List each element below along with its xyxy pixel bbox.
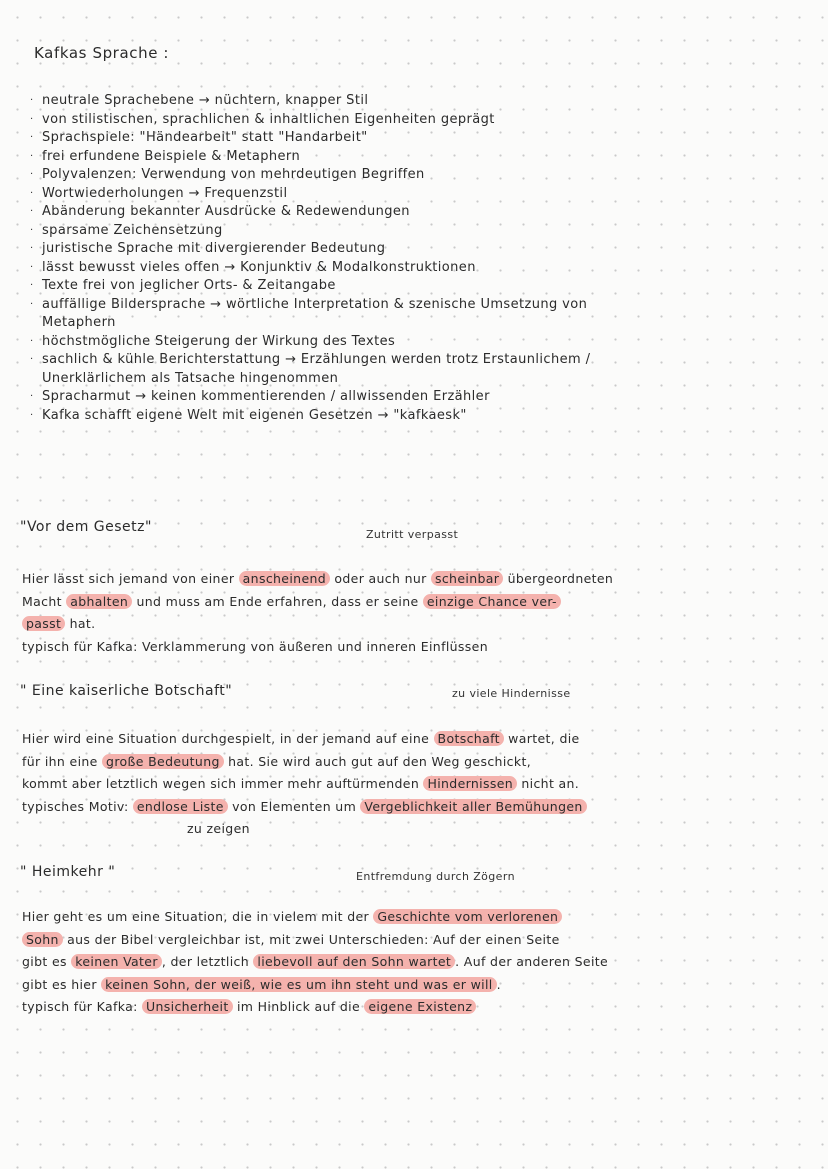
- highlighted-text: endlose Liste: [133, 799, 228, 814]
- bullet-dot-icon: ·: [30, 354, 34, 365]
- text-segment: wartet, die: [503, 731, 580, 746]
- bullet-dot-icon: [30, 370, 42, 389]
- bullet-text: Metaphern: [42, 315, 116, 330]
- paragraph-line: [22, 613, 812, 636]
- text-segment: .: [496, 976, 501, 992]
- text-segment: nicht an.: [517, 776, 580, 791]
- highlighted-text: keinen Vater: [71, 954, 162, 969]
- bullet-item: [30, 407, 810, 426]
- text-segment: Hier lässt sich jemand von einer: [22, 571, 239, 586]
- highlighted-text: keinen Sohn, der weiß, wie es um ihn steht und was er will: [101, 977, 496, 992]
- text-segment: Macht: [22, 593, 67, 609]
- bullet-text: Wortwiederholungen → Frequenzstil: [42, 185, 288, 201]
- bullet-item: [30, 240, 810, 259]
- paragraph-line: [22, 996, 812, 1019]
- bullet-item: [30, 111, 810, 130]
- bullet-dot-icon: ·: [30, 409, 34, 421]
- bullet-dot-icon: ·: [30, 243, 34, 254]
- text-segment: Hier wird eine Situation durchgespielt, in der jemand auf eine: [22, 731, 434, 746]
- text-segment: von Elementen um: [227, 798, 361, 814]
- bullet-text: juristische Sprache mit divergierender Bedeutung: [42, 241, 386, 256]
- paragraph-line: [22, 568, 812, 591]
- highlighted-text: abhalten: [66, 594, 132, 609]
- bullet-text: frei erfundene Beispiele & Metaphern: [42, 148, 301, 164]
- text-segment: . Auf der anderen Seite: [455, 954, 609, 969]
- highlighted-text: Sohn: [22, 932, 63, 947]
- bullet-text: Texte frei von jeglicher Orts- & Zeitangabe: [42, 278, 336, 293]
- section-heading-heimkehr: " Heimkehr ": [20, 864, 116, 880]
- paragraph-line: [22, 818, 812, 841]
- paragraph-line: [22, 974, 812, 997]
- highlighted-text: große Bedeutung: [102, 754, 224, 769]
- highlighted-text: einzige Chance ver-: [423, 594, 561, 609]
- text-segment: gibt es: [22, 954, 72, 969]
- bullet-dot-icon: ·: [30, 132, 34, 143]
- bullet-dot-icon: ·: [30, 261, 34, 273]
- bullet-item: [30, 333, 810, 352]
- text-segment: für ihn eine: [22, 753, 103, 769]
- bullet-item: [30, 351, 810, 370]
- bullet-item: [30, 388, 810, 407]
- paragraph-heimkehr: [22, 906, 812, 1019]
- highlighted-text: liebevoll auf den Sohn wartet: [253, 954, 455, 969]
- text-segment: kommt aber letztlich wegen sich immer mehr auftürmenden: [22, 776, 424, 791]
- text-segment: Hier geht es um eine Situation, die in vielem mit der: [22, 909, 374, 924]
- paragraph-kaiserliche-botschaft: [22, 728, 812, 841]
- bullet-text: Abänderung bekannter Ausdrücke & Redewendungen: [42, 204, 410, 219]
- highlighted-text: Vergeblichkeit aller Bemühungen: [360, 799, 586, 814]
- paragraph-line: [22, 728, 812, 751]
- bullet-item: [30, 314, 810, 333]
- paragraph-line: [22, 796, 812, 819]
- paragraph-line: [22, 906, 812, 929]
- highlighted-text: Geschichte vom verlorenen: [373, 909, 562, 924]
- paragraph-line: [22, 951, 812, 974]
- bullet-item: [30, 296, 810, 315]
- bullet-item: [30, 166, 810, 185]
- bullet-text: Unerklärlichem als Tatsache hingenommen: [42, 370, 339, 386]
- text-segment: übergeordneten: [503, 571, 614, 586]
- text-segment: gibt es hier: [22, 976, 102, 992]
- section-note-heimkehr: Entfremdung durch Zögern: [356, 870, 515, 883]
- highlighted-text: anscheinend: [239, 571, 330, 586]
- bullet-item: [30, 148, 810, 167]
- bullet-dot-icon: ·: [30, 391, 34, 402]
- bullet-item: [30, 222, 810, 241]
- bullet-item: [30, 185, 810, 204]
- bullet-text: sparsame Zeichensetzung: [42, 222, 223, 238]
- highlighted-text: Hindernissen: [423, 776, 517, 791]
- text-segment: typisch für Kafka:: [22, 999, 142, 1014]
- bullet-dot-icon: ·: [30, 280, 34, 291]
- bullet-dot-icon: [30, 314, 42, 333]
- bullet-dot-icon: ·: [30, 187, 34, 199]
- bullet-text: höchstmögliche Steigerung der Wirkung des Textes: [42, 333, 396, 349]
- bullet-text: Kafka schafft eigene Welt mit eigenen Gesetzen → "kafkaesk": [42, 407, 467, 423]
- bullet-dot-icon: ·: [30, 150, 34, 162]
- highlighted-text: Unsicherheit: [142, 999, 233, 1014]
- highlighted-text: scheinbar: [431, 571, 503, 586]
- bullet-text: lässt bewusst vieles offen → Konjunktiv & Modalkonstruktionen: [42, 259, 476, 275]
- bullet-item: [30, 129, 810, 148]
- highlighted-text: passt: [22, 616, 65, 631]
- bullet-list: [30, 92, 810, 425]
- section-note-vor-dem-gesetz: Zutritt verpasst: [366, 528, 459, 541]
- bullet-item: [30, 277, 810, 296]
- bullet-dot-icon: ·: [30, 224, 34, 236]
- paragraph-line: [22, 929, 812, 952]
- highlighted-text: Botschaft: [434, 731, 504, 746]
- text-segment: typisches Motiv:: [22, 798, 133, 814]
- bullet-item: [30, 370, 810, 389]
- highlighted-text: eigene Existenz: [364, 999, 476, 1014]
- bullet-text: auffällige Bildersprache → wörtliche Interpretation & szenische Umsetzung von: [42, 296, 588, 312]
- paragraph-line: [22, 751, 812, 774]
- bullet-text: Polyvalenzen: Verwendung von mehrdeutigen Begriffen: [42, 167, 425, 182]
- paragraph-line: [22, 636, 812, 659]
- text-segment: oder auch nur: [330, 571, 431, 586]
- bullet-text: sachlich & kühle Berichterstattung → Erzählungen werden trotz Erstaunlichem /: [42, 352, 591, 367]
- bullet-dot-icon: ·: [30, 298, 34, 310]
- bullet-item: [30, 92, 810, 111]
- text-segment: hat.: [65, 616, 96, 631]
- section-heading-kaiserliche-botschaft: " Eine kaiserliche Botschaft": [20, 683, 233, 699]
- paragraph-vor-dem-gesetz: [22, 568, 812, 658]
- bullet-text: von stilistischen, sprachlichen & inhaltlichen Eigenheiten geprägt: [42, 111, 495, 127]
- bullet-dot-icon: ·: [30, 169, 34, 180]
- text-segment: im Hinblick auf die: [232, 999, 365, 1014]
- text-segment: und muss am Ende erfahren, dass er seine: [132, 593, 423, 609]
- bullet-text: Sprachspiele: "Händearbeit" statt "Handarbeit": [42, 130, 368, 145]
- bullet-item: [30, 203, 810, 222]
- text-segment: , der letztlich: [161, 954, 254, 969]
- bullet-dot-icon: ·: [30, 335, 34, 347]
- text-segment: typisch für Kafka: Verklammerung von äußeren und inneren Einflüssen: [22, 638, 488, 654]
- text-segment: zu zeigen: [187, 821, 250, 836]
- bullet-dot-icon: ·: [30, 206, 34, 217]
- bullet-dot-icon: ·: [30, 113, 34, 125]
- section-note-kaiserliche-botschaft: zu viele Hindernisse: [452, 687, 571, 700]
- paragraph-line: [22, 773, 812, 796]
- bullet-text: neutrale Sprachebene → nüchtern, knapper Stil: [42, 93, 369, 108]
- bullet-text: Spracharmut → keinen kommentierenden / allwissenden Erzähler: [42, 389, 490, 404]
- page-title: Kafkas Sprache :: [34, 44, 170, 62]
- text-segment: aus der Bibel vergleichbar ist, mit zwei Unterschieden: Auf der einen Seite: [62, 931, 560, 947]
- bullet-item: [30, 259, 810, 278]
- bullet-dot-icon: ·: [30, 95, 34, 106]
- paragraph-line: [22, 591, 812, 614]
- text-segment: hat. Sie wird auch gut auf den Weg geschickt,: [223, 753, 532, 769]
- section-heading-vor-dem-gesetz: "Vor dem Gesetz": [20, 519, 152, 535]
